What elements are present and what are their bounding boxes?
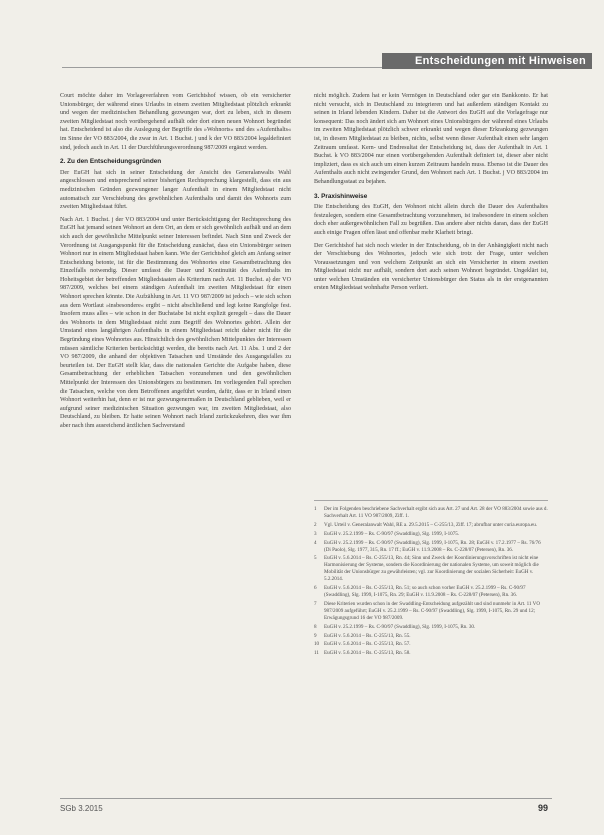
section-heading: 3. Praxishinweise xyxy=(314,192,368,200)
section-heading: 2. Zu den Entscheidungsgründen xyxy=(60,158,162,166)
footnote-number: 10 xyxy=(314,641,320,648)
footnote xyxy=(314,633,548,640)
footnote xyxy=(314,641,548,648)
footer-rule xyxy=(60,798,552,799)
footnote xyxy=(314,650,548,657)
footnote-text: Diese Kriterien wurden schon in der Swaddling-Entscheidung aufgezählt und sind nunmehr in Art. 11 VO 987/2009 aufgeführt; EuGH v. 25.2.1999 – Rs. C-90/97 (Swaddling), Slg. 1999, I-1075, Rn. 29 und 12; Erwägungsgrund 16 der VO 987/2009. xyxy=(324,600,541,621)
paragraph: nicht möglich. Zudem hat er kein Vermögen in Deutschland oder gar ein Bankkonto. Er hat nicht versucht, sich in Deutschland zu integrieren und hat außerdem ständigen Kontakt zu seinen in Irland lebenden Kindern. Daher ist die Antwort des EuGH auf die Vorlagefrage nur konsequent: Das noch ändert sich am Wohnort eines Unionsbürgers der während eines Urlaubs im zweiten Mitgliedstaat plötzlich schwer erkrankt und wegen dieser Erkrankung gezwungen ist, in diesem Mitgliedstaat zu bleiben, nichts, selbst wenn dieser Aufenthalt einen sehr langen Zeitraum umfasst. Kern- und Endresultat der Entscheidung ist, dass der Aufenthalt in Art. 1 Buchst. k VO 883/2004 nur einen vorübergehenden Aufenthalt definiert ist, dieser aber nicht impliziert, dass es sich auch um einen kurzen Zeitraum handeln muss. Ebenso ist die Dauer des Aufenthalts auch nicht zwingender Grund, den Wohnort nach Art. 1 Buchst. j VO 883/2004 im Behandlungsstaat zu bejahen. xyxy=(314,93,548,185)
footnotes xyxy=(314,500,548,659)
footnote xyxy=(314,540,548,554)
footnote-number: 5 xyxy=(314,555,317,562)
paragraph: Court möchte daher im Vorlageverfahren vom Gerichtshof wissen, ob ein versicherter Unionsbürger, der während eines Urlaubs in einem zweiten Mitgliedstaat plötzlich erkrankt und wegen der medizinischen Behandlung gezwungen war, dort zu leben, sich in diesem zweiten Mitgliedstaat noch vorübergehend aufhält oder dort einen neuen Wohnort begründet hat. Entscheidend ist also die Auslegung der Begriffe des »Wohnorts« und des »Aufenthalts« im Sinne der VO 883/2004, die zwar in Art. 1 Buchst. j und k der VO 883/2004 legaldefiniert sind, jedoch auch in Art. 11 der Durchführungsverordnung 987/2009 ergänzt werden. xyxy=(60,93,291,151)
footnote-number: 8 xyxy=(314,623,317,630)
footnote xyxy=(314,531,548,538)
paragraph: Der EuGH hat sich in seiner Entscheidung der Ansicht des Generalanwalts Wahl angeschlossen und entsprechend seiner bisherigen Rechtsprechung klargestellt, dass ein aus medizinischen Gründen gezwungener langer Aufenthalt in einem Mitgliedstaat nicht automatisch zur Verschiebung des gewöhnlichen Aufenthalts und damit des Wohnorts zum zweiten Mitgliedstaat führt. xyxy=(60,169,291,211)
footnote-number: 6 xyxy=(314,585,317,592)
paragraph: Der Gerichtshof hat sich noch wieder in der Entscheidung, ob in der Anhängigkeit nicht nach der Verschiebung des Wohnortes, jedoch wie sich trotz der Frage, unter welchen Voraussetzungen und von welchem Zeitpunkt an sich ein Versicherter in einem zweiten Mitgliedstaat nicht nur aufhält, sondern dort auch seinen Wohnort begründet. Ungeklärt ist, unter welchen Umständen ein versicherter Unionsbürger den Status als in der erstgenannten ersten Mitgliedstaat wohnhafte Person verliert. xyxy=(314,242,548,292)
footnote-number: 2 xyxy=(314,521,317,528)
paragraph: Nach Art. 1 Buchst. j der VO 883/2004 und unter Berücksichtigung der Rechtsprechung des EuGH hat jemand seinen Wohnort an dem Ort, an dem er sich gewöhnlich aufhält und an dem sich auch der gewöhnliche Mittelpunkt seiner Interessen befindet. Nach Sinn und Zweck der Verordnung ist Ausgangspunkt für die Entscheidung zunächst, dass ein Unionsbürger seinen Wohnort nur in einem Mitgliedstaat haben kann. Wie der Gerichtshof gleich am Anfang seiner Entscheidung betonte, ist für die Bestimmung des Wohnortes eine Gesamtbetrachtung des Einzelfalls notwendig. Dieser umfasst die Dauer und Kontinuität des Aufenthalts im Hoheitsgebiet der betreffenden Mitgliedstaaten als Kriterium nach Art. 11 Buchst. a) der VO 987/2009, welches bei einem ständigen Aufenthalt im zweiten Mitgliedstaat für einen Wohnort sprechen könnte. Die Aufzählung in Art. 11 VO 987/2009 ist jedoch – wie sich schon aus dem Wortlaut »insbesondere« ergibt – nicht abschließend und legt keine Rangfolge fest. Insofern muss alles – wie schon in der Buchstabe Ist nicht explizit geregelt – dass die Dauer des Wohnorts in dem Mitgliedstaat nicht zum Begriff des Wohnortes gehört. Allein der Umstand eines langjährigen Aufenthalts in einem Mitgliedstaat reicht daher nicht für die Begründung eines Wohnortes aus. Hinsichtlich des gewöhnlichen Mittelpunktes der Interessen müssen sämtliche Kriterien berücksichtigt werden, die bereits nach Art. 11 Abs. 1 und 2 der VO 987/2009, die anhand der objektiven Tatsachen und Umstände des Ausgangsfalles zu beurteilen ist. Der EuGH stellt klar, dass die nationalen Gerichte die Aufgabe haben, diese Gesamtbetrachtung der erheblichen Tatsachen vorzunehmen und den gewöhnlichen Mittelpunkt der Interessen des Unionsbürgers zu bestimmen. Im vorliegenden Fall sprechen die Tatsachen, welche von dem Betroffenen angeführt wurden, dafür, dass er in Irland einen Wohnort weiterhin hat, denn er ist nur gezwungenermaßen in Deutschland geblieben, weil er aufgrund seiner medizinischen Situation gezwungen war, im zweiten Mitgliedstaat, also Deutschland, zu bleiben. Er hatte seinen Wohnort nach Irland zurückzukehren, dies war ihm aber nach ihm ausreichend ärztlichen Sachverstand xyxy=(60,216,291,429)
footnote-number: 3 xyxy=(314,530,317,537)
footnote xyxy=(314,601,548,622)
section-title: Entscheidungen mit Hinweisen xyxy=(382,53,592,69)
paragraph: Die Entscheidung des EuGH, den Wohnort nicht allein durch die Dauer des Aufenthaltes festzulegen, sondern eine Gesamtbetrachtung vorzunehmen, ist insbesondere in einem solchen doch eher außergewöhnlichen Fall zu begrüßen. Das andere aber nichts daran, dass der EuGH auch einige Fragen offen lässt und offenbar mehr Klarheit bringt. xyxy=(314,204,548,236)
footnote xyxy=(314,585,548,599)
footnote-text: EuGH v. 25.2.1999 – Rs. C-90/97 (Swaddling), Slg. 1999, I-1075, Rn. 28; EuGH v. 17.2.1977 – Rs. 76/76 (Di Paolo), Slg. 1977, 315, Rn. 17 ff.; EuGH v. 11.9.2008 – Rs. C-228/07 (Petersen), Rn. 36. xyxy=(324,539,541,553)
footnote-number: 4 xyxy=(314,539,317,546)
issue-label: SGb 3.2015 xyxy=(60,804,103,813)
footnote-number: 11 xyxy=(314,650,319,657)
page-number: 99 xyxy=(537,803,548,813)
footnote-number: 7 xyxy=(314,600,317,607)
footnote-text: EuGH v. 25.2.1999 – Rs. C-90/97 (Swaddling), Slg. 1999, I-1075. xyxy=(324,530,460,537)
footnote xyxy=(314,522,548,529)
left-column xyxy=(60,92,291,435)
footnote-text: EuGH v. 5.6.2014 – Rs. C-255/13, Rn. 57. xyxy=(324,641,411,648)
footnote xyxy=(314,624,548,631)
footnote-text: EuGH v. 5.6.2014 – Rs. C-255/13, Rn. 51; so auch schon vorher EuGH v. 25.2.1999 – Rs. C-90/97 (Swaddling), Slg. 1999, I-1075, Rn. 29; EuGH v. 11.9.2008 – Rs. C-228/07 (Petersen), Rn. 36. xyxy=(324,585,526,598)
footnote xyxy=(314,555,548,583)
footnote-text: Vgl. Urteil v. Generalanwalt Wahl, RE a. 29.5.2015 – C-255/13, Ziff. 17; abrufbar unter curia.europa.eu. xyxy=(324,521,538,528)
footnote-text: EuGH v. 5.6.2014 – Rs. C-255/13, Rn. 44; Sinn und Zweck der Koordinierungsvorschriften ist nicht eine Harmonisierung der Systeme, sondern die Koordinierung der nationalen Systeme, um soweit möglich die Mobilität der Unionsbürger zu gewährleisten; vgl. zur Koordinierung der sozialen Sicherheit: EuGH v. 5.2.2014. xyxy=(324,555,539,583)
footnote-number: 1 xyxy=(314,506,317,512)
right-column xyxy=(314,92,548,297)
footnote-text: EuGH v. 25.2.1999 – Rs. C-90/97 (Swaddling), Slg. 1999, I-1075, Rn. 30. xyxy=(324,623,476,630)
footnote-text: EuGH v. 5.6.2014 – Rs. C-255/13, Rn. 58. xyxy=(324,650,411,657)
footnote-text: EuGH v. 5.6.2014 – Rs. C-255/13, Rn. 55. xyxy=(324,632,411,639)
footnote xyxy=(314,506,548,520)
footnote-number: 9 xyxy=(314,632,317,639)
footnote-text: Der im Folgenden beschriebene Sachverhalt ergibt sich aus Art. 27 und Art. 28 der VO 883/2004 sowie aus d. Sachverhalt Art. 11 VO 987/2009, Ziff. 1. xyxy=(324,506,548,519)
